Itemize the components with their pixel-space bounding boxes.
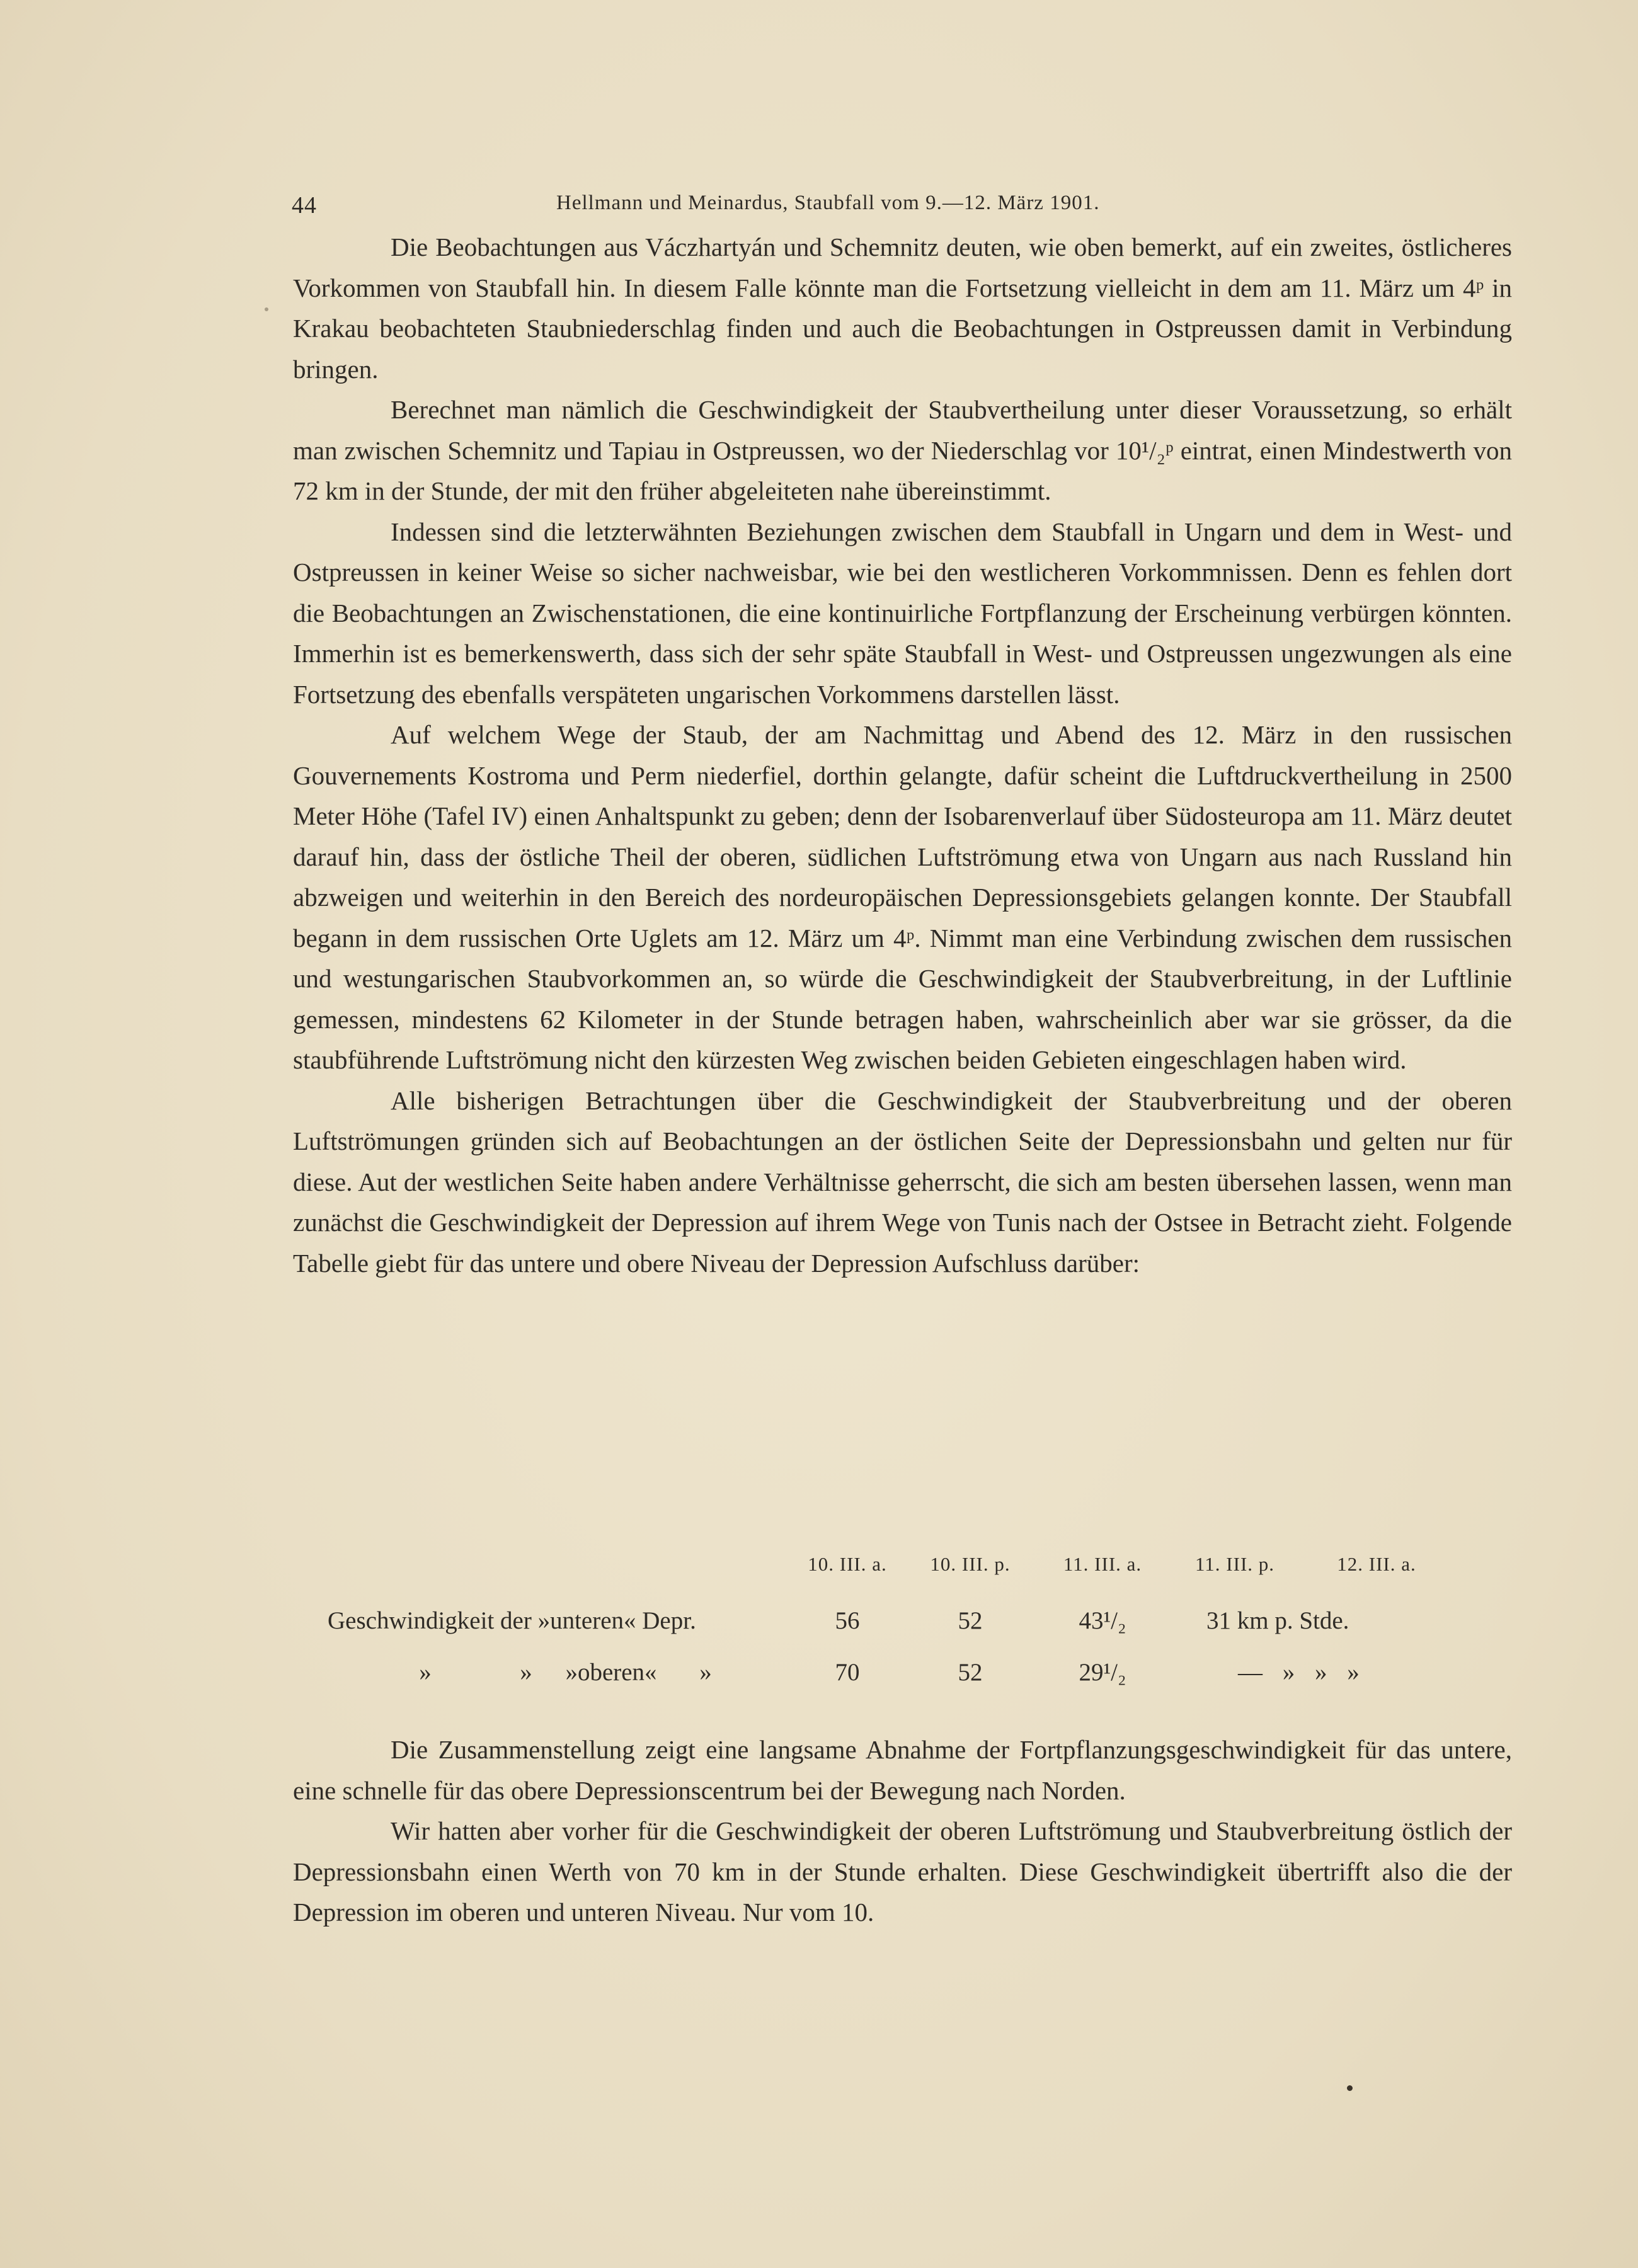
row-label: [328, 1646, 791, 1698]
running-title: Hellmann und Meinardus, Staubfall vom 9.—12. März 1901.: [556, 192, 1100, 214]
column-header: 11. III. a.: [1063, 1553, 1142, 1575]
ditto-mark: »: [520, 1658, 532, 1686]
row-label-text: »oberen«: [565, 1658, 657, 1686]
table-cell: — » » »: [1238, 1658, 1360, 1686]
column-header: 11. III. p.: [1194, 1553, 1275, 1575]
table-cell: 70: [835, 1658, 860, 1686]
table-cell: 56: [835, 1606, 860, 1634]
depression-speed-table: [328, 1553, 1452, 1698]
paragraph: Berechnet man nämlich die Geschwindigkeit der Staubvertheilung unter dieser Voraussetzung, so erhält man zwischen Schemnitz und Tapiau in Ostpreussen, wo der Niederschlag vor 10¹/₂ᵖ eintrat, einen Mindestwerth von 72 km in der Stunde, der mit den früher abgeleiteten nahe übereinstimmt.: [293, 395, 1512, 505]
ink-speck: [1347, 2085, 1353, 2091]
page-number: 44: [292, 192, 317, 219]
paragraph: Die Beobachtungen aus Váczhartyán und Schemnitz deuten, wie oben bemerkt, auf ein zweites, östlicheres Vorkommen von Staubfall hin. In diesem Falle könnte man die Fortsetzung vielleicht in dem am 11. März um 4ᵖ in Krakau beobachteten Staubniederschlag finden und auch die Beobachtungen in Ostpreussen damit in Verbindung bringen.: [293, 232, 1512, 384]
ditto-mark: »: [419, 1658, 432, 1686]
table-cell: 29¹/₂: [1079, 1658, 1126, 1686]
paragraph: Auf welchem Wege der Staub, der am Nachmittag und Abend des 12. März in den russischen Gouvernements Kostroma und Perm niederfiel, dorthin gelangte, dafür scheint die Luftdruckvertheilung in 2500 Meter Höhe (Tafel IV) einen Anhaltspunkt zu geben; denn der Isobarenverlauf über Südosteuropa am 11. März deutet darauf hin, dass der östliche Theil der oberen, südlichen Luftströmung etwa von Ungarn aus nach Russland hin abzweigen und weiterhin in den Bereich des nordeuropäischen Depressionsgebiets gelangen konnte. Der Staubfall begann in dem russischen Orte Uglets am 12. März um 4ᵖ. Nimmt man eine Verbindung zwischen dem russischen und westungarischen Staubvorkommen an, so würde die Geschwindigkeit der Staubverbreitung, in der Luftlinie gemessen, mindestens 62 Kilometer in der Stunde betragen haben, wahrscheinlich aber war sie grösser, da die staubführende Luftströmung nicht den kürzesten Weg zwischen beiden Gebieten eingeschlagen haben wird.: [293, 720, 1512, 1074]
body-text-lower: [293, 1729, 1512, 1933]
table-cell: 52: [958, 1606, 983, 1634]
table-row: [328, 1595, 1452, 1646]
column-header: 10. III. a.: [808, 1553, 887, 1575]
table-cell: 43¹/₂: [1079, 1606, 1126, 1634]
table-row: [328, 1646, 1452, 1698]
paragraph: Die Zusammenstellung zeigt eine langsame Abnahme der Fortpflanzungsgeschwindigkeit für das untere, eine schnelle für das obere Depressionscentrum bei der Bewegung nach Norden.: [293, 1735, 1512, 1805]
body-text-upper: [293, 227, 1512, 1283]
table-header-row: [328, 1553, 1452, 1595]
running-header: [292, 192, 1224, 223]
column-header: 12. III. a.: [1337, 1553, 1416, 1575]
paragraph: Indessen sind die letzterwähnten Beziehungen zwischen dem Staubfall in Ungarn und dem in West- und Ostpreussen in keiner Weise so sicher nachweisbar, wie bei den westlicheren Vorkommnissen. Denn es fehlen dort die Beobachtungen an Zwischenstationen, die eine kontinuirliche Fortpflanzung der Erscheinung verbürgen könnten. Immerhin ist es bemerkenswerth, dass sich der sehr späte Staubfall in West- und Ostpreussen ungezwungen als eine Fortsetzung des ebenfalls verspäteten ungarischen Vorkommens darstellen lässt.: [293, 517, 1512, 709]
table-cell: 31 km p. Stde.: [1206, 1606, 1349, 1634]
paragraph: Wir hatten aber vorher für die Geschwindigkeit der oberen Luftströmung und Staubverbreitung östlich der Depressionsbahn einen Werth von 70 km in der Stunde erhalten. Diese Geschwindigkeit übertrifft also die der Depression im oberen und unteren Niveau. Nur vom 10.: [293, 1816, 1512, 1927]
row-label: Geschwindigkeit der »unteren« Depr.: [328, 1606, 696, 1634]
table-header-blank: [328, 1553, 791, 1595]
column-header: 10. III. p.: [930, 1553, 1011, 1575]
paragraph: Alle bisherigen Betrachtungen über die Geschwindigkeit der Staubverbreitung und der oberen Luftströmungen gründen sich auf Beobachtungen an der östlichen Seite der Depressionsbahn und gelten nur für diese. Aut der westlichen Seite haben andere Verhältnisse geherrscht, die sich am besten übersehen lassen, wenn man zunächst die Geschwindigkeit der Depression auf ihrem Wege von Tunis nach der Ostsee in Betracht zieht. Folgende Tabelle giebt für das untere und obere Niveau der Depression Aufschluss darüber:: [293, 1085, 1512, 1278]
ditto-mark: »: [699, 1658, 712, 1686]
table-cell: 52: [958, 1658, 983, 1686]
ink-speck: [265, 307, 268, 311]
